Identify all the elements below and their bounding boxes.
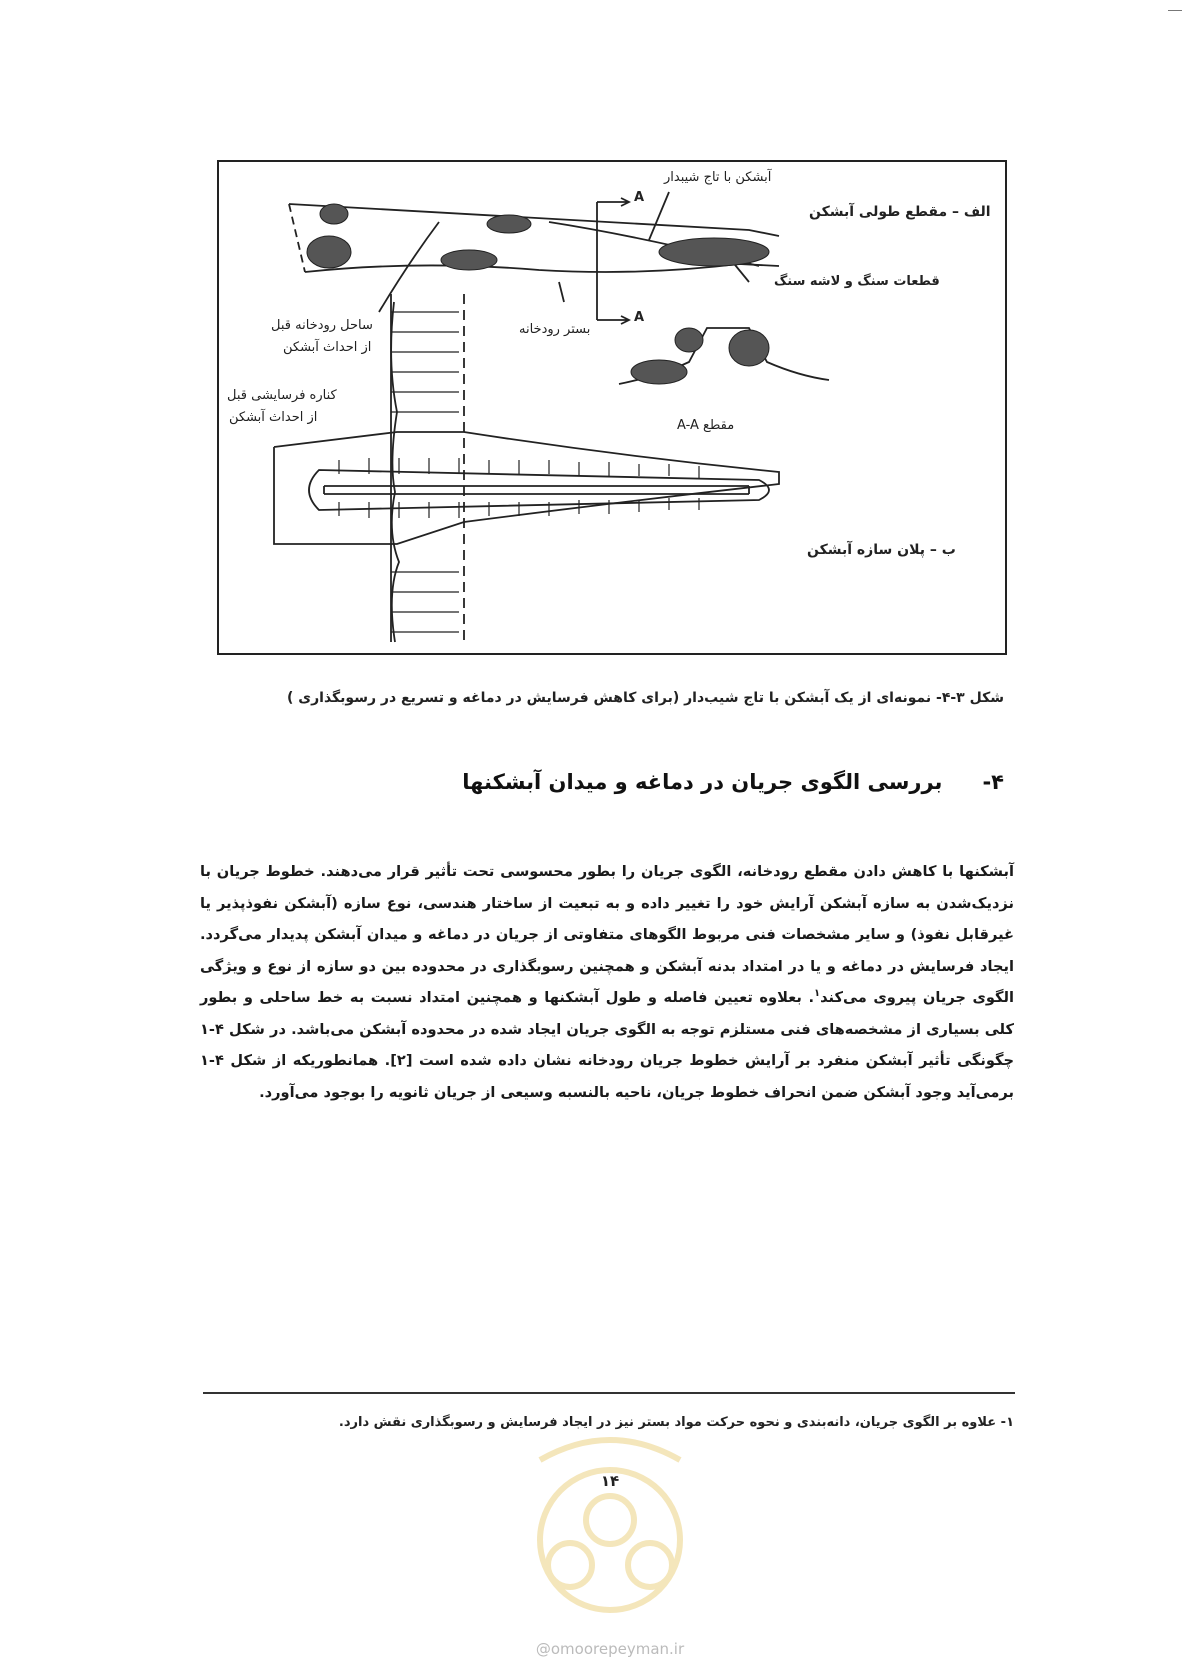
watermark-text: @omoorepeyman.ir <box>535 1640 685 1658</box>
footnote-reference[interactable]: ۱ <box>814 988 821 1000</box>
label-marker-a-bottom: A <box>634 310 645 325</box>
body-text-part-1: آبشکنها با کاهش دادن مقطع رودخانه، الگوی جریان را بطور محسوسی تحت تأثیر قرار می‌دهند. خطوط جریان با نزدیک‌شدن به سازه آبشکن آرایش خود را تغییر داده و به تبعیت از ساختار هندسی، نوع سازه (آبشکن نفوذپذیر یا غیرقابل نفوذ) و سایر مشخصات فنی مربوط الگوهای متفاوتی از جریان در دماغه و میدان آبشکن پدیدار می‌گردد. ایجاد فرسایش در دماغه و یا در امتداد بدنه آبشکن و همچنین رسوبگذاری در محدوده بین دو سازه از نوع و ویژگی الگوی جریان پیروی می‌کند <box>200 863 1014 1006</box>
footnote: ۱- علاوه بر الگوی جریان، دانه‌بندی و نحوه حرکت مواد بستر نیز در ایجاد فرسایش و رسوبگذاری نقش دارد. <box>338 1415 1014 1430</box>
label-marker-a-top: A <box>634 190 645 205</box>
body-text-part-2: . بعلاوه تعیین فاصله و طول آبشکنها و همچنین امتداد نسبت به خط ساحلی و بطور کلی بسیاری از مشخصه‌های فنی مستلزم توجه به الگوی جریان ایجاد شده در محدوده آبشکن می‌باشد. در شکل ۴-۱ چگونگی تأثیر آبشکن منفرد بر آرایش خطوط جریان رودخانه نشان داده شده است [۲]. همانطوریکه از شکل ۴-۱ برمی‌آید وجود آبشکن ضمن انحراف خطوط جریان، ناحیه بالنسبه وسیعی از جریان ثانویه را بوجود می‌آورد. <box>200 989 1014 1101</box>
label-bank-before-1: ساحل رودخانه قبل <box>271 318 373 333</box>
leader-riverbed <box>559 282 564 302</box>
groyne-figure-drawing <box>219 162 1005 653</box>
label-plan: ب – پلان سازه آبشکن <box>807 542 956 558</box>
body-paragraph <box>200 856 1014 1108</box>
label-longitudinal-section: الف – مقطع طولی آبشکن <box>809 204 991 220</box>
longitudinal-left-edge <box>289 204 305 272</box>
label-sloped-crown: آبشکن با تاج شیبدار <box>664 170 772 185</box>
stone-masses <box>307 204 769 384</box>
figure-frame <box>217 160 1007 655</box>
cut-arrow-top <box>597 198 629 206</box>
label-bank-before-2: از احداث آبشکن <box>283 340 372 355</box>
section-number: ۴- <box>982 770 1004 794</box>
leader-sloped-crown <box>649 192 669 240</box>
section-title: بررسی الگوی جریان در دماغه و میدان آبشکنها <box>462 770 943 794</box>
footnote-divider <box>203 1392 1015 1394</box>
corner-mark <box>1168 10 1182 11</box>
label-section-aa: مقطع A-A <box>677 418 735 433</box>
longitudinal-top-line <box>289 204 779 236</box>
plan-crest <box>324 486 749 494</box>
plan-nose-outline <box>309 470 769 510</box>
label-stone-pieces: قطعات سنگ و لاشه سنگ <box>774 274 940 289</box>
watermark-logo <box>480 1400 740 1640</box>
figure-caption: شکل ۳-۴- نمونه‌ای از یک آبشکن با تاج شیب‌دار (برای کاهش فرسایش در دماغه و تسریع در رسوبگذاری ) <box>286 690 1004 706</box>
label-riverbed: بستر رودخانه <box>519 322 591 337</box>
label-scour-edge-1: کناره فرسایشی قبل <box>227 388 337 403</box>
page-number: ۱۴ <box>600 1472 620 1490</box>
label-scour-edge-2: از احداث آبشکن <box>229 410 318 425</box>
plan-outline <box>274 432 779 544</box>
cut-arrow-bottom <box>597 316 629 324</box>
section-heading <box>300 770 1004 794</box>
